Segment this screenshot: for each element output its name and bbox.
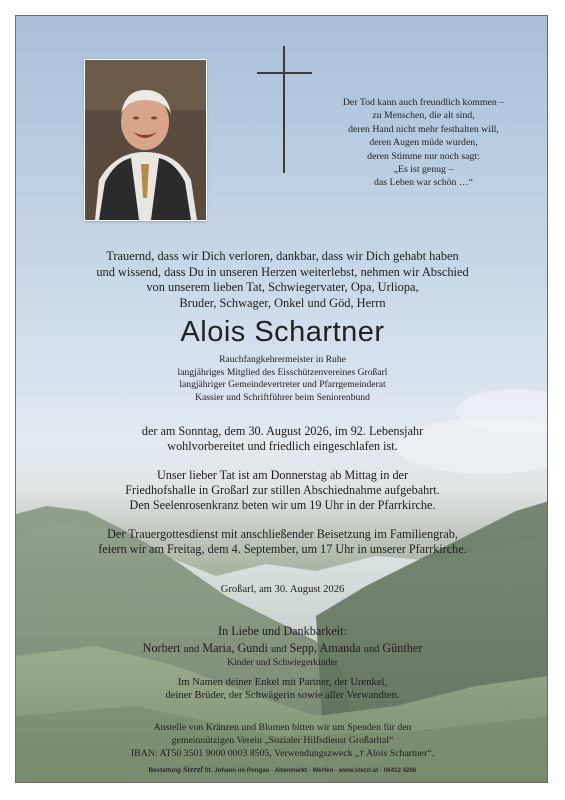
viewing-info <box>16 468 548 514</box>
intro-text <box>16 249 548 311</box>
title-line: Kassier und Schriftführer beim Seniorenbund <box>195 391 370 403</box>
poem-line: das Leben war schön …“ <box>373 177 474 189</box>
portrait-photo <box>85 60 206 220</box>
family-name: Sepp <box>289 641 314 655</box>
intro-line: und wissend, dass Du in unseren Herzen weiterlebst, nehmen wir Abschied <box>96 264 469 279</box>
family-separator: , <box>313 641 318 655</box>
funeral-info <box>16 527 548 557</box>
family-name: Maria <box>202 641 232 655</box>
title-line: Rauchfangkehrermeister in Ruhe <box>219 354 346 365</box>
donation-line: gemeinnützigen Verein „Sozialer Hilfsdienst Großarltal“ <box>171 735 394 746</box>
family-conjunction: und <box>183 644 200 655</box>
family-conjunction: und <box>270 644 287 655</box>
footer-prefix: Bestattung <box>148 767 181 774</box>
poem-line: Der Tod kann auch freundlich kommen – <box>342 97 505 108</box>
footer-contact: St. Johann im Pongau · Altenmarkt · Werfen · www.sterzl.at · 06412 4266 <box>204 767 417 774</box>
funeral-line: Der Trauergottesdienst mit anschließender Beisetzung im Familiengrab, <box>107 527 458 541</box>
children-label: Kinder und Schwiegerkinder <box>227 657 338 668</box>
donation-line: Anstelle von Kränzen und Blumen bitten wir um Spenden für den <box>153 722 412 733</box>
viewing-line: Unser lieber Tat ist am Donnerstag ab Mittag in der <box>156 468 409 482</box>
obituary-frame <box>15 15 548 783</box>
intro-line: Trauernd, dass wir Dich verloren, dankbar, dass wir Dich gehabt haben <box>106 249 459 263</box>
family-names <box>16 641 548 656</box>
funeral-home-footer <box>16 764 548 774</box>
poem-line: deren Augen müde wurden, <box>369 137 478 149</box>
funeral-home-logo: Sterzl <box>182 764 203 774</box>
family-name: Amanda <box>319 641 361 655</box>
deceased-name: Alois Schartner <box>180 316 385 348</box>
family-name: Gundi <box>237 641 268 655</box>
title-line: langjähriges Mitglied des Eisschützenvereines Großarl <box>177 366 388 378</box>
deceased-titles <box>16 354 548 404</box>
poem <box>316 96 531 190</box>
death-notice-line: wohlvorbereitet und friedlich eingeschlafen ist. <box>167 439 398 454</box>
family-memory <box>16 676 548 703</box>
cross-icon <box>257 46 312 173</box>
memory-line: deiner Brüder, der Schwägerin sowie aller Verwandten. <box>165 690 400 702</box>
portrait-illustration <box>85 60 206 220</box>
family-name: Norbert <box>142 641 181 655</box>
poem-line: „Es ist genug – <box>393 164 454 176</box>
death-notice <box>16 424 548 454</box>
family-name: Günther <box>382 641 423 655</box>
family-heading: In Liebe und Dankbarkeit: <box>218 624 347 638</box>
place-date: Großarl, am 30. August 2026 <box>220 584 345 595</box>
poem-line: deren Hand nicht mehr festhalten will, <box>348 123 499 135</box>
poem-line: deren Stimme nur noch sagt: <box>367 150 480 162</box>
intro-line: Bruder, Schwager, Onkel und Göd, Herrn <box>179 295 386 310</box>
donation-line: IBAN: AT50 3501 9000 0003 8505, Verwendungszweck „† Alois Schartner“. <box>130 748 435 759</box>
family-separator: , <box>231 641 235 655</box>
family-conjunction: und <box>363 644 380 655</box>
donation-request <box>16 721 548 760</box>
intro-line: von unserem lieben Tat, Schwiegervater, Opa, Urliopa, <box>146 280 419 295</box>
death-notice-line: der am Sonntag, dem 30. August 2026, im 92. Lebensjahr <box>141 424 424 438</box>
poem-line: zu Menschen, die alt sind, <box>372 110 475 122</box>
title-line: langjähriger Gemeindevertreter und Pfarrgemeinderat <box>179 379 386 391</box>
viewing-line: Friedhofshalle in Großarl zur stillen Abschiednahme aufgebahrt. <box>125 483 440 498</box>
viewing-line: Den Seelenrosenkranz beten wir um 19 Uhr in der Pfarrkirche. <box>129 498 436 513</box>
memory-line: Im Namen deiner Enkel mit Partner, der Urenkel, <box>177 677 388 688</box>
funeral-line: feiern wir am Freitag, dem 4. September, um 17 Uhr in unserer Pfarrkirche. <box>98 542 467 557</box>
